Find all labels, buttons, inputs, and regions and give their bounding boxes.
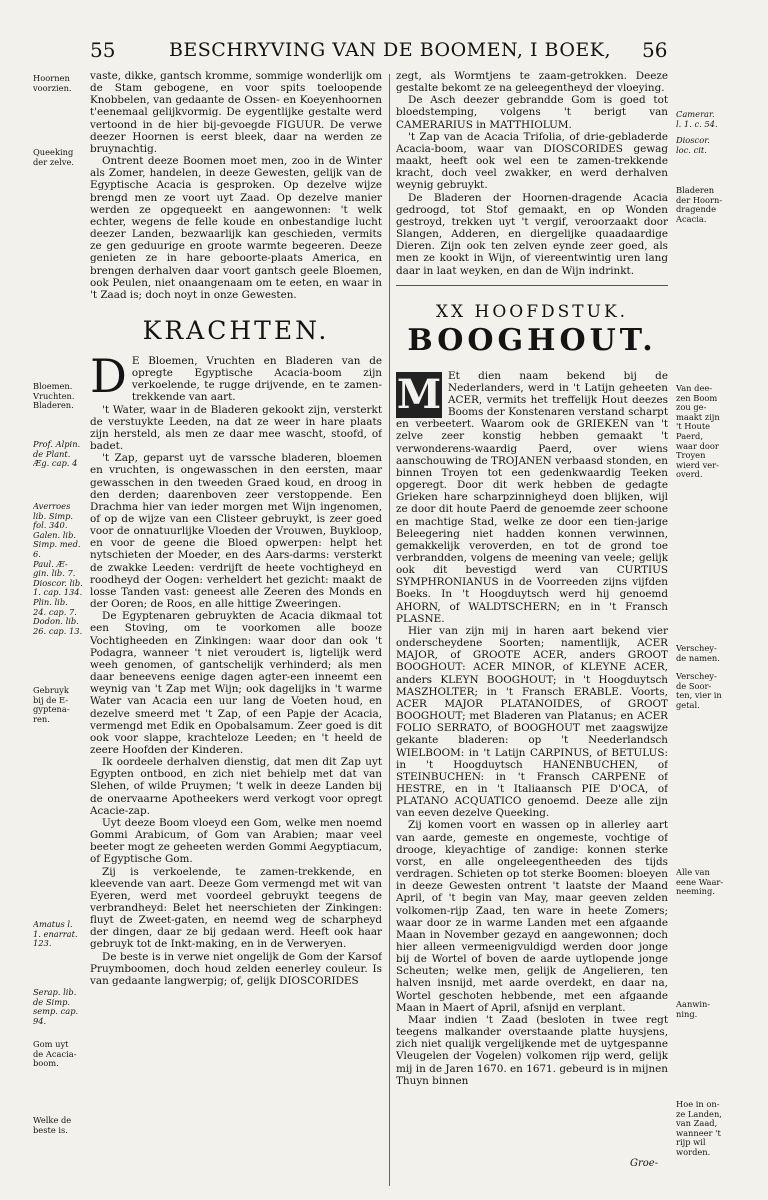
paragraph [90, 348, 382, 404]
margin-note: Aanwin- ning. [676, 1000, 711, 1019]
paragraph: Zij komen voort en wassen op in allerley aart van aarde, gemeste en ongemeste, vochtige of drooge, kleyachtige of zandige: konnen sterke vorst, en alle ongeleegentheeden des tijds verdragen. Schieten op tot sterke Boomen: bloeyen in deeze Gewesten ontrent 't laatste der Maand April, of 't begin van May, maar geeven zelden volkomen-rijp Zaad, ten ware in heete Zomers; waar door ze in warme Landen met een afgaande Maan in November gezayd en aangewonnen; doch hier alleen vermeenigvuldigd werden door jonge bij de Wortel of boven de aarde uytlopende jonge Scheuten; welke men, gelijk de Angelieren, ten halven insnijd, met aarde overdekt, en daar na, Wortel geschoten hebbende, met een afgaande Maan in Maert of April, afsnijd en verplant. [396, 819, 668, 1014]
paragraph: Maar indien 't Zaad (besloten in twee regt teegens malkander overstaande platte huysjens, zich niet qualijk vergelijkende met de uytgespanne Vleugelen der Vogelen) volkomen rijp werd, gelijk mij in de Jaren 1670. en 1671. gebeurd is in mijnen Thuyn binnen [396, 1013, 668, 1087]
margin-note: Dioscor. loc. cit. [676, 136, 710, 155]
paragraph: De Bladeren der Hoornen-dragende Acacia gedroogd, tot Stof gemaakt, en op Wonden gestroyd, trekken uyt 't vergif, veroorzaakt door Slangen, Adderen, en diergelijke quaadaardige Dieren. Zijn ook ten zelven eynde zeer goed, als men ze kookt in Wijn, of viereentwintig uren lang daar in laat weyken, en dan de Wijn indrinkt. [396, 191, 668, 277]
section-divider [396, 285, 668, 286]
paragraph: Uyt deeze Boom vloeyd een Gom, welke men noemd Gommi Arabicum, of Gom van Arabien; maar veel beeter mogt ze geheeten werden Gommi Aegyptiacum, of Egyptische Gom. [90, 816, 382, 866]
margin-note: Averroes lib. Simp. fol. 340. Galen. lib. Simp. med. 6. Paul. Æ- gin. lib. 7. Dioscor. lib. 1. cap. 134. Plin. lib. 24. cap. 7. Dodon. lib. 26. cap. 13. [33, 502, 83, 636]
catchword: Groe- [630, 1158, 659, 1169]
right-column [396, 70, 668, 1190]
chapter-number: XX HOOFDSTUK. [435, 301, 629, 322]
paragraph: vaste, dikke, gantsch kromme, sommige wonderlijk om de Stam gebogene, en voor spits toeloopende Knobbelen, van gedaante de Ossen- en Koeyenhoornen t'eenemaal gelijkvormig. De eygentlijke gestalte werd vertoond in de hier bij-gevoegde FIGUUR. De verwe deezer Hoornen is eerst bleek, daar na werden ze bruynachtig. [90, 70, 382, 155]
margin-note: Serap. lib. de Simp. semp. cap. 94. [33, 988, 79, 1026]
paragraph: 't Zap van de Acacia Trifolia, of drie-gebladerde Acacia-boom, waar van DIOSCORIDES gewag maakt, heeft ook wel een te zamen-trekkende kracht, doch veel zwakker, en werd derhalven weynig gebruykt. [396, 130, 668, 192]
margin-note: Gebruyk bij de E- gyptena- ren. [33, 686, 70, 724]
paragraph: Zij is verkoelende, te zamen-trekkende, en kleevende van aart. Deeze Gom vermengd met wit van Eyeren, werd met voordeel gebruykt teegens de verbrandheyd: Belet het neerschieten der Zinkingen: fluyt de Zweet-gaten, en neemd weg de scharpheyd der dingen, daar ze bij gedaan werd. Heeft ook haar gebruyk tot de Inkt-making, en in de Verweryen. [90, 865, 382, 951]
paragraph-text: Et dien naam bekend bij de Nederlanders, werd in 't Latijn geheeten ACER, vermits het treffelijk Hout deezes Booms der Konstenaren verstand scharpt en verbeetert. Waarom ook de GRIEKEN van 't zelve zeer konstig hebben gemaakt 't verwonderens-waardig Paerd, over wiens aanschouwing de TROJANEN verbaasd stonden, en binnen Troyen tot een gedenkwaardig Teeken opgeregt. Door dit werk hebben de gedagte Grieken hare scharpzinnigheyd doen blijken, wijl ze door dit houte Paerd de genoemde zeer schoone en machtige Stad, welke ze door een tien-jarige Beleegering niet hadden konnen verwinnen, gemakkelijk veroverden, en tot de grond toe verbrandden, volgens de meening van veele; gelijk ook dit bevestigd werd van CURTIUS SYMPHRONIANUS in de Voorreeden zijns vijfden Boeks. In 't Hoogduytsch werd hij genoemd AHORN, of WALDTSCHERN; en in 't Fransch PLASNE. [396, 369, 668, 625]
margin-note: Hoornen voorzien. [33, 74, 72, 93]
paragraph: Hier van zijn mij in haren aart bekend vier onderscheydene Soorten; namentlijk, ACER MAJOR, of GROOTE ACER, anders GROOT BOOGHOUT: ACER MINOR, of KLEYNE ACER, anders KLEYN BOOGHOUT; in 't Hoogduytsch MASZHOLTER; in 't Fransch ERABLE. Voorts, ACER MAJOR PLATANOIDES, of GROOT BOOGHOUT; met Bladeren van Platanus; en ACER FOLIO SERRATO, of BOOGHOUT met zaagswijze gekante bladeren: op 't Neederlandsch WIELBOOM: in 't Latijn CARPINUS, of BETULUS: in 't Hoogduytsch HANENBUCHEN, of STEINBUCHEN: in 't Fransch CARPENE of HESTRE, en in 't Italiaansch PIE D'OCA, of PLATANO ACQUATICO genoemd. Deeze alle zijn van eeven dezelve Queeking. [396, 624, 668, 820]
paragraph: De Asch deezer gebrandde Gom is goed tot bloedstemping, volgens 't berigt van CAMERARIUS in MATTHIOLUM. [396, 94, 668, 131]
paragraph: Ontrent deeze Boomen moet men, zoo in de Winter als Zomer, handelen, in deeze Gewesten, gelijk van de Egyptische Acacia is gesproken. Op dezelve wijze brengd men ze voort uyt Zaad. Op dezelve manier werden ze opgequeekt en aangewonnen: 't welk echter, wegens de felle koude en onbestandige lucht deezer Landen, bezwaarlijk kan geschieden, vermits ze gen geduurige en groote warmte begeeren. Deeze genieten ze in hare geboorte-plaats America, en brengen derhalven daar voort gantsch geele Bloemen, ook Peulen, niet onaangenaam om te eeten, en waar in 't Zaad is; doch noyt in onze Gewesten. [90, 155, 382, 301]
page-number-left: 55 [90, 38, 116, 62]
paragraph: Ik oordeele derhalven dienstig, dat men dit Zap uyt Egypten ontbood, en zich niet behielp met dat van Slehen, of wilde Pruymen; 't welk in deeze Landen bij de onervaarne Apotheekers werd verkogt voor opregt Acacie-zap. [90, 756, 382, 817]
margin-note: Verschey- de namen. [676, 644, 720, 663]
paragraph: 't Water, waar in de Bladeren gekookt zijn, versterkt de verstuykte Leeden, na dat ze weer in hare plaats zijn hersteld, als men ze daar mee wascht, stoofd, of badet. [90, 403, 382, 453]
drop-cap: D [90, 348, 127, 403]
paragraph: De Egyptenaren gebruykten de Acacia dikmaal tot een Stoving, om te voorkomen alle booze Vochtigheeden en Zinkingen: waar door dan ook 't Podagra, wanneer 't niet veroudert is, ligtelijk werd weeh genomen, of gantschelijk verhinderd; als men daar beneevens eenige dagen agter-een inneemt een weynig van 't Zap met Wijn; ook dagelijks in 't warme Water van Acacia een uur lang de Voeten houd, en dezelve smeerd met 't Zap, of een Papje der Acacia, vermengd met Edik en Opobalsamum. Zeer goed is dit ook voor slappe, krachteloze Leeden; en 't heeld de zeere Hoofden der Kinderen. [90, 610, 382, 756]
margin-note: Amatus l. 1. enarrat. 123. [33, 920, 78, 949]
paragraph-text: E Bloemen, Vruchten en Bladeren van de opregte Egyptische Acacia-boom zijn verkoelende, te rugge drijvende, en te zamen-trekkende van aart. [131, 354, 382, 404]
margin-note: Camerar. l. 1. c. 54. [676, 110, 718, 129]
margin-note: Alle van eene Waar- neeming. [676, 868, 724, 897]
paragraph: zegt, als Wormtjens te zaam-getrokken. Deeze gestalte bekomt ze na geleegentheyd der vloeying. [396, 70, 668, 95]
drop-cap: M [396, 370, 442, 418]
left-column [90, 70, 382, 1190]
column-divider [389, 74, 390, 1186]
chapter-title: BOOGHOUT. [407, 322, 657, 358]
margin-note: Van dee- zen Boom zou ge- maakt zijn 't Houte Paerd, waar door Troyen wierd ver- overd. [676, 384, 720, 480]
margin-note: Welke de beste is. [33, 1116, 72, 1135]
paragraph: 't Zap, geparst uyt de varssche bladeren, bloemen en vruchten, is ongewasschen in den eersten, maar gewasschen in den tweeden Graed koud, en droog in den derden; daarenboven zeer verstoppende. Een Drachma hier van ieder morgen met Wijn ingenomen, of op de wijze van een Clisteer gebruykt, is zeer goed voor de onnatuurlijke Vloeden der Vrouwen, Buykloop, en voor de geene die Bloed opwerpen: helpt het nytschieten der Moeder, en des Aars-darms: versterkt de zwakke Leeden: verdrijft de heete vochtigheyd en roodheyd der Oogen: verheldert het gezicht: maakt de losse Tanden vast: geneest alle Zeeren des Monds en der Ooren; de Roos, en alle hittige Zweeringen. [90, 452, 382, 611]
section-heading: KRACHTEN. [142, 315, 330, 345]
running-header: BESCHRYVING VAN DE BOOMEN, I BOEK, [168, 39, 612, 61]
margin-note: Hoe in on- ze Landen, van Zaad, wanneer 't rijp wil worden. [676, 1100, 722, 1157]
margin-note: Bladeren der Hoorn- dragende Acacia. [676, 186, 723, 224]
margin-note: Gom uyt de Acacia- boom. [33, 1040, 77, 1069]
paragraph: De beste is in verwe niet ongelijk de Gom der Karsof Pruymboomen, doch houd zelden eenerley couleur. Is van gedaante langwerpig; of, gelijk DIOSCORIDES [90, 950, 382, 987]
page-number-right: 56 [642, 38, 668, 62]
margin-note: Prof. Alpin. de Plant. Æg. cap. 4 [33, 440, 81, 469]
margin-note: Verschey- de Soor- ten, vier in getal. [676, 672, 722, 710]
paragraph [396, 370, 668, 625]
margin-note: Queeking der zelve. [33, 148, 74, 167]
margin-note: Bloemen. Vruchten. Bladeren. [33, 382, 75, 411]
